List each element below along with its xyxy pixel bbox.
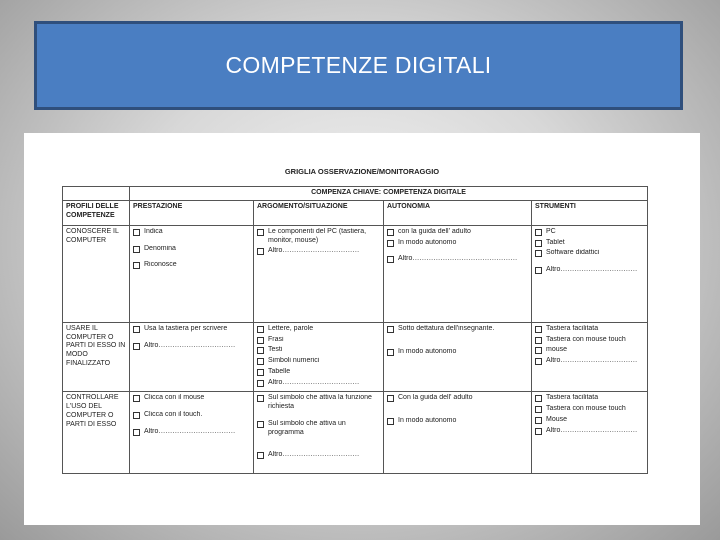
checkbox[interactable]	[535, 267, 542, 274]
profile-cell: USARE IL COMPUTER O PARTI DI ESSO IN MODO FINALIZZATO	[63, 322, 130, 392]
profile-cell: CONTROLLARE L'USO DEL COMPUTER O PARTI DI ESSO	[63, 392, 130, 474]
document-heading: GRIGLIA OSSERVAZIONE/MONITORAGGIO	[284, 167, 440, 176]
checkbox[interactable]	[535, 250, 542, 257]
checkbox[interactable]	[257, 326, 264, 333]
observation-grid	[62, 186, 648, 474]
option-label: mouse	[546, 346, 568, 354]
option-label: Altro……………………………	[268, 378, 360, 386]
option-label: Altro……………………………	[144, 341, 236, 349]
option-label: Mouse	[546, 415, 568, 423]
checkbox[interactable]	[387, 229, 394, 236]
option-label: Usa la tastiera per scrivere	[144, 324, 228, 332]
column-header: ARGOMENTO/SITUAZIONE	[254, 200, 384, 225]
checkbox[interactable]	[133, 429, 140, 436]
option	[535, 249, 644, 258]
checkbox[interactable]	[257, 337, 264, 344]
scanned-document	[24, 133, 700, 525]
checkbox[interactable]	[257, 358, 264, 365]
option-label: Clicca con il touch.	[144, 411, 203, 418]
checkbox[interactable]	[133, 412, 140, 419]
checkbox[interactable]	[387, 418, 394, 425]
option-label: Tastiera con mouse touch	[546, 405, 626, 412]
checkbox[interactable]	[133, 326, 140, 333]
key-competence-label: COMPENZA CHIAVE: COMPETENZA DIGITALE	[130, 187, 648, 201]
option-label: Software didattici	[546, 249, 600, 257]
option-label: In modo autonomo	[398, 238, 457, 246]
checkbox[interactable]	[133, 395, 140, 402]
checkbox[interactable]	[535, 395, 542, 402]
option	[387, 239, 528, 248]
option	[535, 346, 644, 355]
option	[133, 342, 250, 351]
checkbox[interactable]	[387, 395, 394, 402]
option	[535, 394, 644, 403]
checkbox[interactable]	[535, 326, 542, 333]
option	[133, 394, 250, 403]
option	[535, 416, 644, 425]
option-label: Sul simbolo che attiva la funzione richiesta	[268, 394, 372, 410]
option	[535, 427, 644, 436]
option-label: Altro……………………………	[546, 426, 638, 434]
column-header: PROFILI DELLE COMPETENZE	[63, 200, 130, 225]
slide-title: COMPETENZE DIGITALI	[225, 52, 492, 78]
option-label: Altro……………………………	[268, 451, 360, 459]
option	[387, 325, 528, 334]
table-row	[63, 322, 648, 392]
option-label: Le componenti del PC (tastiera, monitor, mouse)	[268, 227, 367, 244]
column-header: PRESTAZIONE	[130, 200, 254, 225]
checkbox[interactable]	[133, 246, 140, 253]
option	[257, 228, 380, 246]
option	[257, 336, 380, 345]
key-competence-row	[63, 187, 648, 201]
option	[535, 239, 644, 248]
checkbox[interactable]	[535, 240, 542, 247]
checkbox[interactable]	[133, 229, 140, 236]
option-label: In modo autonomo	[398, 347, 457, 355]
option	[257, 325, 380, 334]
option	[387, 348, 528, 357]
option	[133, 325, 250, 334]
checkbox[interactable]	[387, 256, 394, 263]
option-label: Sotto dettatura dell'insegnante.	[398, 324, 495, 332]
option	[535, 357, 644, 366]
checkbox[interactable]	[387, 240, 394, 247]
checkbox[interactable]	[257, 347, 264, 354]
checkbox[interactable]	[133, 262, 140, 269]
option	[257, 368, 380, 377]
option-label: PC	[546, 227, 556, 235]
option	[257, 357, 380, 366]
profile-cell: CONOSCERE IL COMPUTER	[63, 225, 130, 322]
option-label: Testi	[268, 346, 283, 354]
checkbox[interactable]	[535, 347, 542, 354]
checkbox[interactable]	[535, 229, 542, 236]
column-header: AUTONOMIA	[384, 200, 532, 225]
option-label: In modo autonomo	[398, 417, 457, 424]
checkbox[interactable]	[257, 421, 264, 428]
option	[133, 428, 250, 437]
option	[535, 405, 644, 414]
option-label: Altro……………………………	[268, 247, 360, 255]
option	[133, 228, 250, 237]
option	[387, 417, 528, 426]
checkbox[interactable]	[257, 248, 264, 255]
option-label: con la guida dell' adulto	[398, 227, 471, 235]
checkbox[interactable]	[257, 380, 264, 387]
checkbox[interactable]	[257, 395, 264, 402]
option-label: Tastiera facilitata	[546, 324, 599, 332]
header-row	[63, 200, 648, 225]
option-label: Denomina	[144, 244, 176, 252]
option-label: Clicca con il mouse	[144, 394, 205, 402]
option	[387, 394, 528, 403]
option-label: Tastiera con mouse touch	[546, 335, 626, 343]
table-row	[63, 225, 648, 322]
option	[535, 228, 644, 237]
option-label: Tastiera facilitata	[546, 394, 599, 402]
option-label: Riconosce	[144, 261, 177, 269]
option	[387, 255, 528, 264]
option	[133, 245, 250, 254]
option-label: Sul simbolo che attiva un programma	[268, 419, 346, 436]
option	[257, 451, 380, 460]
option-label: Tablet	[546, 238, 565, 246]
checkbox[interactable]	[257, 452, 264, 459]
option-label: Simboli numerici	[268, 357, 320, 364]
option	[535, 266, 644, 275]
checkbox[interactable]	[535, 337, 542, 344]
column-header: STRUMENTI	[532, 200, 648, 225]
checkbox[interactable]	[535, 428, 542, 435]
option	[535, 336, 644, 345]
table-row	[63, 392, 648, 474]
option	[257, 394, 380, 412]
slide-title-banner	[34, 21, 683, 110]
checkbox[interactable]	[535, 358, 542, 365]
checkbox[interactable]	[133, 343, 140, 350]
checkbox[interactable]	[387, 326, 394, 333]
option-label: Frasi	[268, 335, 284, 343]
option	[133, 261, 250, 270]
option-label: Altro……………………………	[144, 427, 236, 435]
option-label: Indica	[144, 227, 163, 235]
option	[387, 228, 528, 237]
option-label: Lettere, parole	[268, 324, 314, 332]
checkbox[interactable]	[257, 229, 264, 236]
option	[257, 379, 380, 388]
option-label: Con la guida dell' adulto	[398, 394, 473, 402]
checkbox[interactable]	[387, 349, 394, 356]
option-label: Altro……………………………	[546, 357, 638, 364]
option-label: Altro………………………………………	[398, 255, 518, 263]
option-label: Altro……………………………	[546, 266, 638, 273]
option	[535, 325, 644, 334]
checkbox[interactable]	[257, 369, 264, 376]
option	[257, 420, 380, 438]
option-label: Tabelle	[268, 367, 291, 375]
option	[133, 411, 250, 420]
option	[257, 346, 380, 355]
checkbox[interactable]	[535, 417, 542, 424]
option	[257, 247, 380, 256]
checkbox[interactable]	[535, 406, 542, 413]
